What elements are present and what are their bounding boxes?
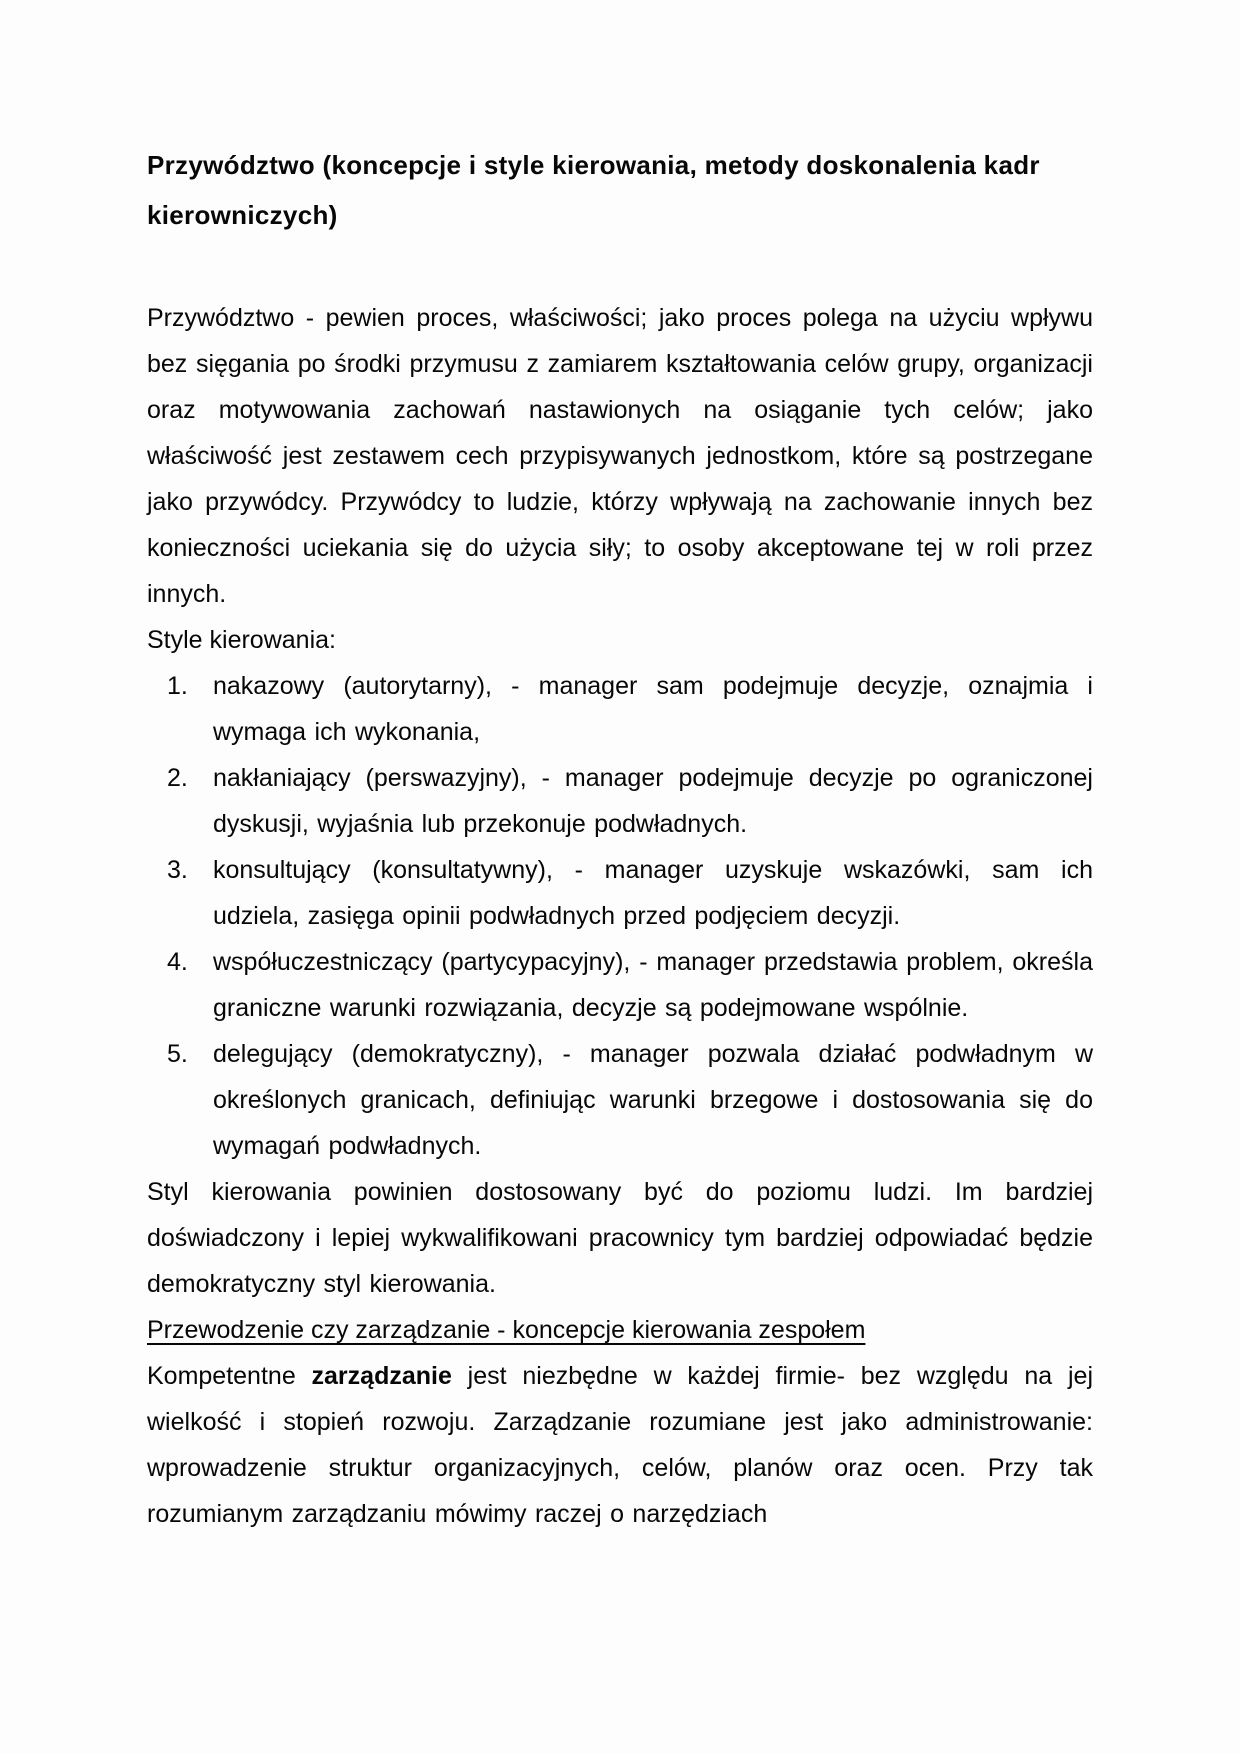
list-item-text: współuczestniczący (partycypacyjny), - manager przedstawia problem, określa graniczne warunki rozwiązania, decyzje są podejmowane wspólnie. [213, 948, 1093, 1022]
list-item [147, 663, 1093, 755]
list-item-number: 5. [167, 1040, 188, 1068]
document-title: Przywództwo (koncepcje i style kierowania, metody doskonalenia kadr kierowniczych) [147, 150, 1040, 230]
list-item-number: 1. [167, 672, 188, 700]
list-item [147, 755, 1093, 847]
management-text-rest: jest niezbędne w każdej firmie- bez względu na jej wielkość i stopień rozwoju. Zarządzanie rozumiane jest jako administrowanie: wprowadzenie struktur organizacyjnych, celów, planów oraz ocen. Przy tak rozumianym zarządzaniu mówimy raczej o narzędziach [147, 1362, 1093, 1528]
list-item-text: nakłaniający (perswazyjny), - manager podejmuje decyzje po ograniczonej dyskusji, wyjaśnia lub przekonuje podwładnych. [213, 764, 1093, 838]
management-bold-term: zarządzanie [311, 1362, 452, 1390]
styles-list-label: Style kierowania: [147, 626, 336, 654]
management-paragraph [147, 1353, 1093, 1537]
intro-paragraph: Przywództwo - pewien proces, właściwości; jako proces polega na użyciu wpływu bez sięgania po środki przymusu z zamiarem kształtowania celów grupy, organizacji oraz motywowania zachowań nastawionych na osiąganie tych celów; jako właściwość jest zestawem cech przypisywanych jednostkom, które są postrzegane jako przywódcy. Przywódcy to ludzie, którzy wpływają na zachowanie innych bez konieczności uciekania się do użycia siły; to osoby akceptowane tej w roli przez innych. [147, 304, 1093, 608]
list-item [147, 847, 1093, 939]
list-item-text: konsultujący (konsultatywny), - manager uzyskuje wskazówki, sam ich udziela, zasięga opinii podwładnych przed podjęciem decyzji. [213, 856, 1093, 930]
list-item-number: 3. [167, 856, 188, 884]
list-item [147, 939, 1093, 1031]
list-item-text: delegujący (demokratyczny), - manager pozwala działać podwładnym w określonych granicach, definiując warunki brzegowe i dostosowania się do wymagań podwładnych. [213, 1040, 1093, 1160]
styles-list [147, 663, 1093, 1169]
management-text-lead: Kompetentne [147, 1362, 312, 1390]
list-item-text: nakazowy (autorytarny), - manager sam podejmuje decyzje, oznajmia i wymaga ich wykonania, [213, 672, 1093, 746]
list-item-number: 2. [167, 764, 188, 792]
section-heading: Przewodzenie czy zarządzanie - koncepcje kierowania zespołem [147, 1316, 866, 1344]
style-conclusion-paragraph: Styl kierowania powinien dostosowany być do poziomu ludzi. Im bardziej doświadczony i lepiej wykwalifikowani pracownicy tym bardziej odpowiadać będzie demokratyczny styl kierowania. [147, 1178, 1093, 1298]
list-item-number: 4. [167, 948, 188, 976]
list-item [147, 1031, 1093, 1169]
